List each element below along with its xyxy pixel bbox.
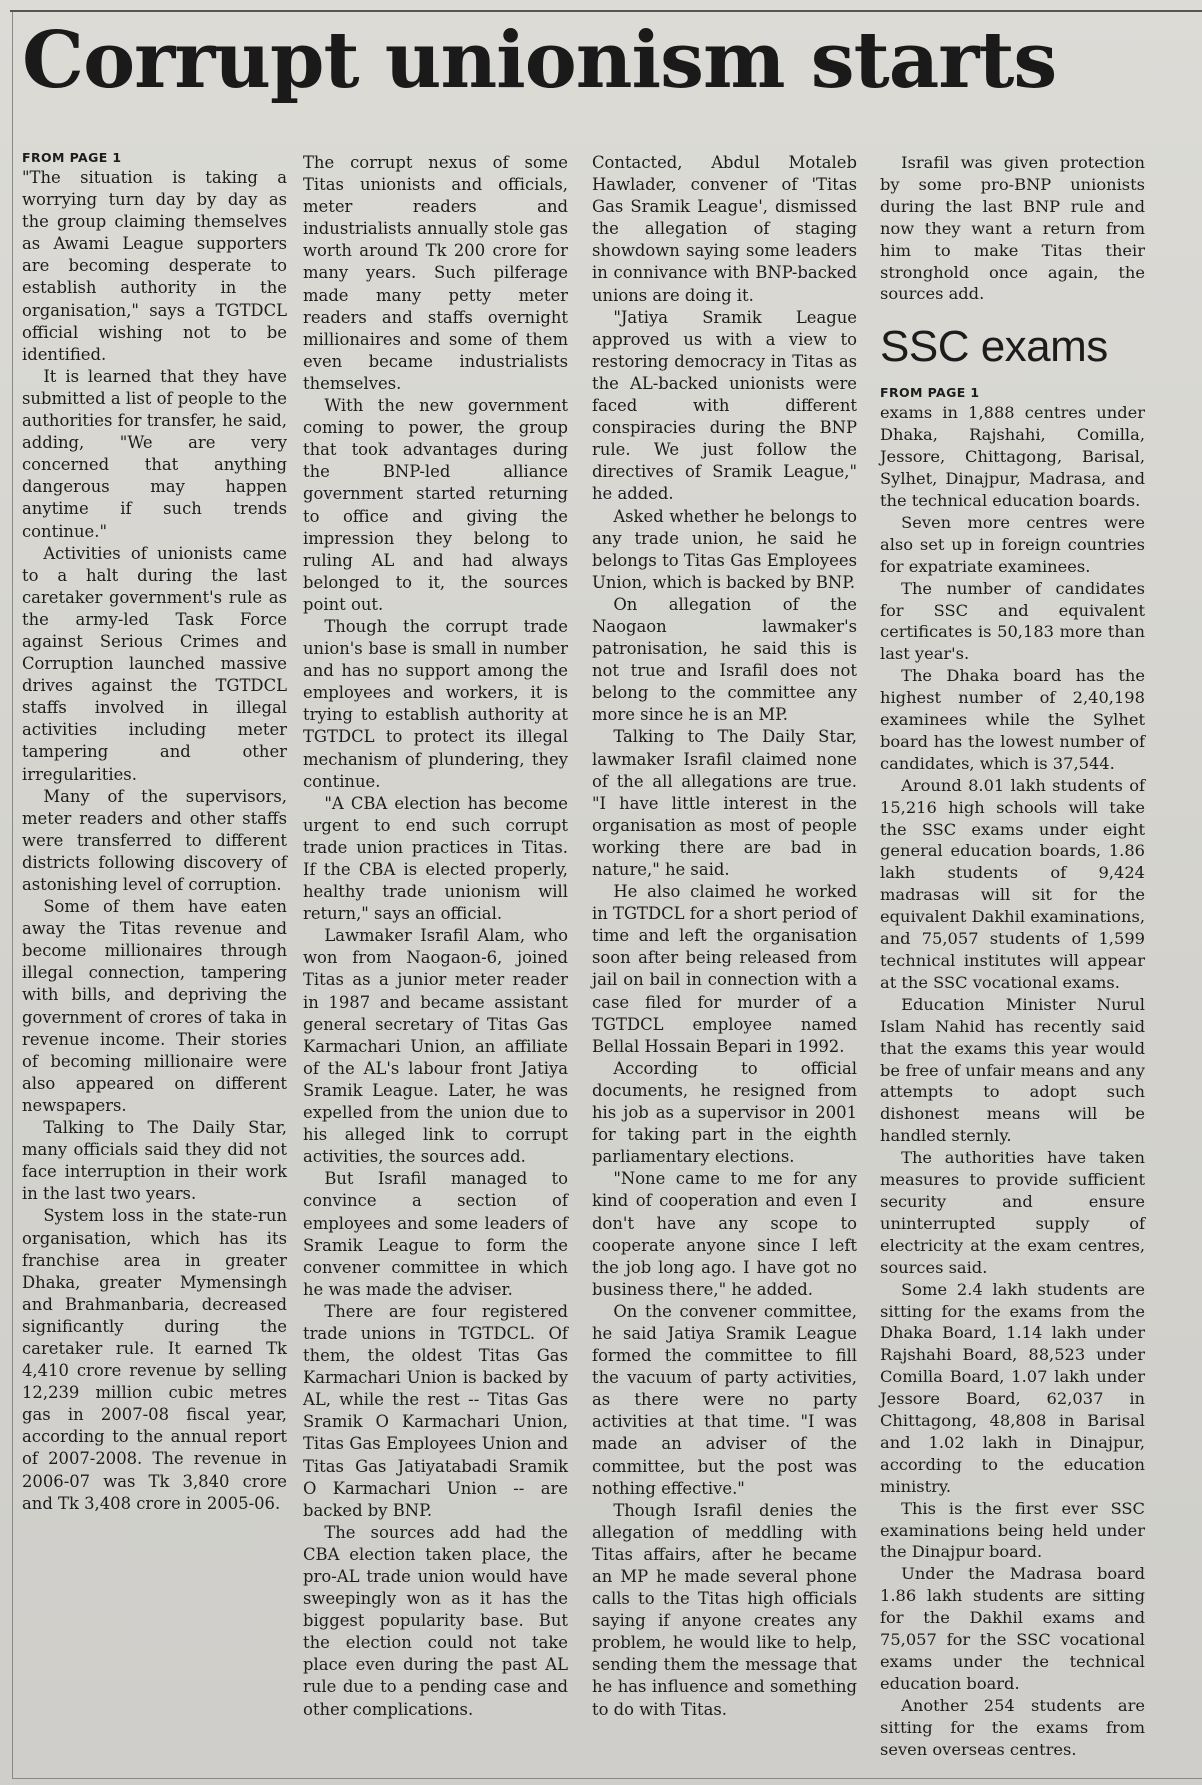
ssc-paragraph: Education Minister Nurul Islam Nahid has recently said that the exams this year would be free of unfair means and any attempts to adopt such dishonest means will be handled sternly. [880, 994, 1145, 1146]
column-3 [592, 152, 857, 1721]
ssc-headline: SSC exams [880, 322, 1108, 372]
column-1 [22, 150, 287, 1515]
paragraph: He also claimed he worked in TGTDCL for a short period of time and left the organisation soon after being released from jail on bail in connection with a case filed for murder of a TGTDCL employee named Bellal Hossain Bepari in 1992. [592, 882, 857, 1056]
ssc-paragraph: The authorities have taken measures to provide sufficient security and ensure uninterrupted supply of electricity at the exam centres, sources said. [880, 1148, 1145, 1277]
paragraph: Talking to The Daily Star, many officials said they did not face interruption in their work in the last two years. [22, 1118, 287, 1204]
ssc-paragraph: Another 254 students are sitting for the exams from seven overseas centres. [880, 1695, 1145, 1759]
paragraph: "None came to me for any kind of cooperation and even I don't have any scope to cooperate anyone since I left the job long ago. I have got no business there," he added. [592, 1169, 857, 1299]
story-kicker: FROM PAGE 1 [22, 150, 122, 165]
ssc-paragraph: Some 2.4 lakh students are sitting for the exams from the Dhaka Board, 1.14 lakh under Rajshahi Board, 88,523 under Comilla Board, 1.07 lakh under Jessore Board, 62,037 in Chittagong, 48,808 in Barisal and 1.02 lakh in Dinajpur, according to the education ministry. [880, 1279, 1145, 1496]
paragraph: With the new government coming to power, the group that took advantages during the BNP-led alliance government started returning to office and giving the impression they belong to ruling AL and had always belonged to it, the sources point out. [303, 396, 568, 614]
paragraph: On the convener committee, he said Jatiya Sramik League formed the committee to fill the vacuum of party activities, as there were no party activities at that time. "I was made an adviser of the committee, but the post was nothing effective." [592, 1301, 857, 1498]
ssc-paragraph: Under the Madrasa board 1.86 lakh students are sitting for the Dakhil exams and 75,057 for the SSC vocational exams under the technical education board. [880, 1564, 1145, 1693]
paragraph: There are four registered trade unions in TGTDCL. Of them, the oldest Titas Gas Karmachari Union is backed by AL, while the rest -- Titas Gas Sramik O Karmachari Union, Titas Gas Employees Union and Titas Gas Jatiyatabadi Sramik O Karmachari Union -- are backed by BNP. [303, 1301, 568, 1520]
paragraph: Some of them have eaten away the Titas revenue and become millionaires through illegal connection, tampering with bills, and depriving the government of crores of taka in revenue income. Their stories of becoming millionaire were also appeared on different newspapers. [22, 897, 287, 1115]
column-2 [303, 152, 568, 1721]
headline: Corrupt unionism starts [22, 15, 1057, 106]
column-4 [880, 152, 1145, 1761]
paragraph: Though Israfil denies the allegation of meddling with Titas affairs, after he became an MP he made several phone calls to the Titas high officials saying if anyone creates any problem, he would like to help, sending them the message that he has influence and something to do with Titas. [592, 1500, 857, 1719]
paragraph: System loss in the state-run organisation, which has its franchise area in greater Dhaka, greater Mymensingh and Brahmanbaria, decreased significantly during the caretaker rule. It earned Tk 4,410 crore revenue by selling 12,239 million cubic metres gas in 2007-08 fiscal year, according to the annual report of 2007-2008. The revenue in 2006-07 was Tk 3,840 crore and Tk 3,408 crore in 2005-06. [22, 1206, 287, 1513]
ssc-paragraph: The Dhaka board has the highest number of 2,40,198 examinees while the Sylhet board has the lowest number of candidates, which is 37,544. [880, 666, 1145, 773]
paragraph: "Jatiya Sramik League approved us with a view to restoring democracy in Titas as the AL-backed unionists were faced with different conspiracies during the BNP rule. We just follow the directives of Sramik League," he added. [592, 307, 857, 504]
bottom-rule [12, 1778, 1202, 1779]
paragraph: The sources add had the CBA election taken place, the pro-AL trade union would have sweepingly won as it has the biggest popularity base. But the election could not take place even during the past AL rule due to a pending case and other complications. [303, 1522, 568, 1719]
paragraph: But Israfil managed to convince a section of employees and some leaders of Sramik League to form the convener committee in which he was made the adviser. [303, 1169, 568, 1299]
paragraph: Asked whether he belongs to any trade union, he said he belongs to Titas Gas Employees Union, which is backed by BNP. [592, 506, 857, 592]
ssc-paragraph: The number of candidates for SSC and equivalent certificates is 50,183 more than last year's. [880, 578, 1145, 664]
paragraph: On allegation of the Naogaon lawmaker's patronisation, he said this is not true and Israfil does not belong to the committee any more since he is an MP. [592, 594, 857, 725]
paragraph: Contacted, Abdul Motaleb Hawlader, convener of 'Titas Gas Sramik League', dismissed the allegation of staging showdown saying some leaders in connivance with BNP-backed unions are doing it. [592, 153, 857, 305]
ssc-paragraph: Seven more centres were also set up in foreign countries for expatriate examinees. [880, 512, 1145, 576]
ssc-paragraph: This is the first ever SSC examinations being held under the Dinajpur board. [880, 1498, 1145, 1562]
paragraph: According to official documents, he resigned from his job as a supervisor in 2001 for taking part in the eighth parliamentary elections. [592, 1058, 857, 1167]
paragraph: It is learned that they have submitted a list of people to the authorities for transfer, he said, adding, "We are very concerned that anything dangerous may happen anytime if such trends continue." [22, 366, 287, 541]
top-rule [10, 10, 1202, 12]
paragraph: Activities of unionists came to a halt during the last caretaker government's rule as the army-led Task Force against Serious Crimes and Corruption launched massive drives against the TGTDCL staffs involved in illegal activities including meter tampering and other irregularities. [22, 543, 287, 784]
paragraph: Though the corrupt trade union's base is small in number and has no support among the employees and workers, it is trying to establish authority at TGTDCL to protect its illegal mechanism of plundering, they continue. [303, 616, 568, 791]
paragraph: Lawmaker Israfil Alam, who won from Naogaon-6, joined Titas as a junior meter reader in 1987 and became assistant general secretary of Titas Gas Karmachari Union, an affiliate of the AL's labour front Jatiya Sramik League. Later, he was expelled from the union due to his alleged link to corrupt activities, the sources add. [303, 926, 568, 1167]
ssc-paragraph: Around 8.01 lakh students of 15,216 high schools will take the SSC exams under eight general education boards, 1.86 lakh students of 9,424 madrasas will sit for the equivalent Dakhil examinations, and 75,057 students of 1,599 technical institutes will appear at the SSC vocational exams. [880, 775, 1145, 992]
paragraph: Talking to The Daily Star, lawmaker Israfil claimed none of the all allegations are true. "I have little interest in the organisation as most of people working there are bad in nature," he said. [592, 727, 857, 879]
paragraph: "A CBA election has become urgent to end such corrupt trade union practices in Titas. If the CBA is elected properly, healthy trade unionism will return," says an official. [303, 793, 568, 924]
paragraph: The corrupt nexus of some Titas unionists and officials, meter readers and industrialists annually stole gas worth around Tk 200 crore for many years. Such pilferage made many petty meter readers and staffs overnight millionaires and some of them even became industrialists themselves. [303, 153, 568, 393]
paragraph: "The situation is taking a worrying turn day by day as the group claiming themselves as Awami League supporters are becoming desperate to establish authority in the organisation," says a TGTDCL official wishing not to be identified. [22, 168, 287, 364]
ssc-paragraph: exams in 1,888 centres under Dhaka, Rajshahi, Comilla, Jessore, Chittagong, Barisal, Sylhet, Dinajpur, Madrasa, and the technical education boards. [880, 403, 1145, 510]
left-rule [12, 12, 13, 1779]
paragraph: Israfil was given protection by some pro-BNP unionists during the last BNP rule and now they want a return from him to make Titas their stronghold once again, the sources add. [880, 153, 1145, 304]
paragraph: Many of the supervisors, meter readers and other staffs were transferred to different districts following discovery of astonishing level of corruption. [22, 786, 287, 894]
ssc-kicker: FROM PAGE 1 [880, 385, 980, 401]
